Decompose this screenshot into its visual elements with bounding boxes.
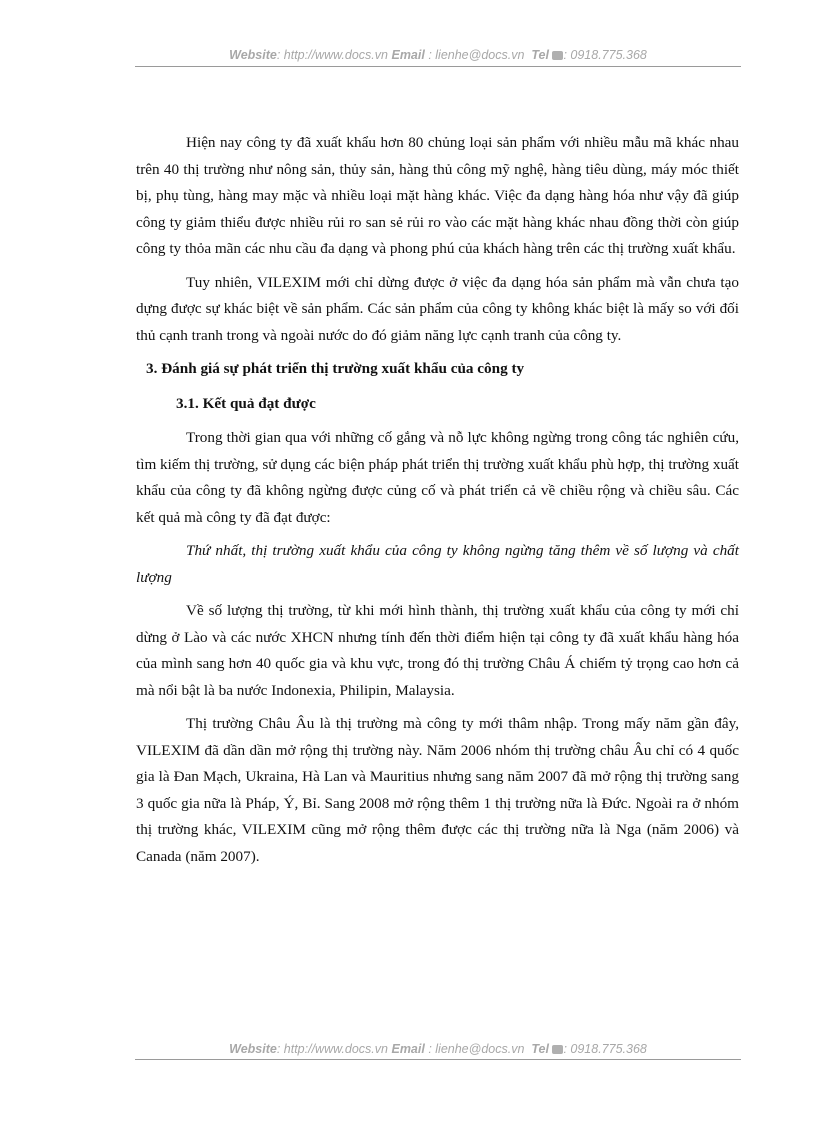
paragraph: Tuy nhiên, VILEXIM mới chỉ dừng được ở việc đa dạng hóa sản phẩm mà vẫn chưa tạo dựng được sự khác biệt về sản phẩm. Các sản phẩm của công ty không khác biệt là mấy so với đối thủ cạnh tranh trong và ngoài nước do đó giảm năng lực cạnh tranh của công ty. — [136, 273, 739, 344]
tel-label: Tel — [531, 48, 549, 62]
page-footer — [135, 1042, 741, 1056]
website-value: : http://www.docs.vn — [276, 48, 388, 62]
email-value: : lienhe@docs.vn — [428, 1042, 525, 1056]
website-label: Website — [229, 1042, 277, 1056]
telephone-icon — [552, 51, 563, 60]
paragraph: Về số lượng thị trường, từ khi mới hình thành, thị trường xuất khẩu của công ty mới chỉ dừng ở Lào và các nước XHCN nhưng tính đến thời điểm hiện tại công ty đã xuất khẩu hàng hóa của mình sang hơn 40 quốc gia và khu vực, trong đó thị trường Châu Á chiếm tỷ trọng cao hơn cả mà nổi bật là ba nước Indonexia, Philipin, Malaysia. — [136, 602, 739, 699]
email-label: Email — [391, 48, 425, 62]
paragraph: Thị trường Châu Âu là thị trường mà công ty mới thâm nhập. Trong mấy năm gần đây, VILEXIM đã dần dần mở rộng thị trường này. Năm 2006 nhóm thị trường châu Âu chỉ có 4 quốc gia là Đan Mạch, Ukraina, Hà Lan và Mauritius nhưng sang năm 2007 đã mở rộng thị trường sang 3 quốc gia nữa là Pháp, Ý, Bỉ. Sang 2008 mở rộng thêm 1 thị trường nữa là Đức. Ngoài ra ở nhóm thị trường khác, VILEXIM cũng mở rộng thêm được các thị trường nữa là Nga (năm 2006) và Canada (năm 2007). — [136, 715, 739, 865]
tel-value: : 0918.775.368 — [563, 1042, 647, 1056]
tel-value: : 0918.775.368 — [563, 48, 647, 62]
page-header — [135, 48, 741, 62]
paragraph: Trong thời gian qua với những cố gắng và nỗ lực không ngừng trong công tác nghiên cứu, tìm kiếm thị trường, sử dụng các biện pháp phát triển thị trường xuất khẩu phù hợp, thị trường xuất khẩu của công ty đã không ngừng được củng cố và phát triển cả về chiều rộng và chiều sâu. Các kết quả mà công ty đã đạt được: — [136, 429, 739, 526]
document-body — [136, 130, 739, 877]
tel-label: Tel — [531, 1042, 549, 1056]
email-label: Email — [391, 1042, 425, 1056]
subsection-heading: 3.1. Kết quả đạt được — [176, 394, 316, 412]
website-value: : http://www.docs.vn — [276, 1042, 388, 1056]
telephone-icon — [552, 1045, 563, 1054]
header-rule — [135, 66, 741, 67]
section-heading: 3. Đánh giá sự phát triển thị trường xuất khẩu của công ty — [146, 360, 525, 377]
footer-rule — [135, 1059, 741, 1060]
email-value: : lienhe@docs.vn — [428, 48, 525, 62]
website-label: Website — [229, 48, 277, 62]
italic-paragraph: Thứ nhất, thị trường xuất khẩu của công ty không ngừng tăng thêm về số lượng và chất lượng — [136, 542, 739, 586]
paragraph: Hiện nay công ty đã xuất khẩu hơn 80 chủng loại sản phẩm với nhiều mẫu mã khác nhau trên 40 thị trường như nông sản, thủy sản, hàng thủ công mỹ nghệ, hàng tiêu dùng, máy móc thiết bị, phụ tùng, hàng may mặc và nhiều loại mặt hàng khác. Việc đa dạng hàng hóa như vậy đã giúp công ty giảm thiểu được nhiều rủi ro san sẻ rủi ro vào các mặt hàng khác nhau đồng thời còn giúp công ty thỏa mãn các nhu cầu đa dạng và phong phú của khách hàng trên các thị trường xuất khẩu. — [136, 134, 739, 257]
